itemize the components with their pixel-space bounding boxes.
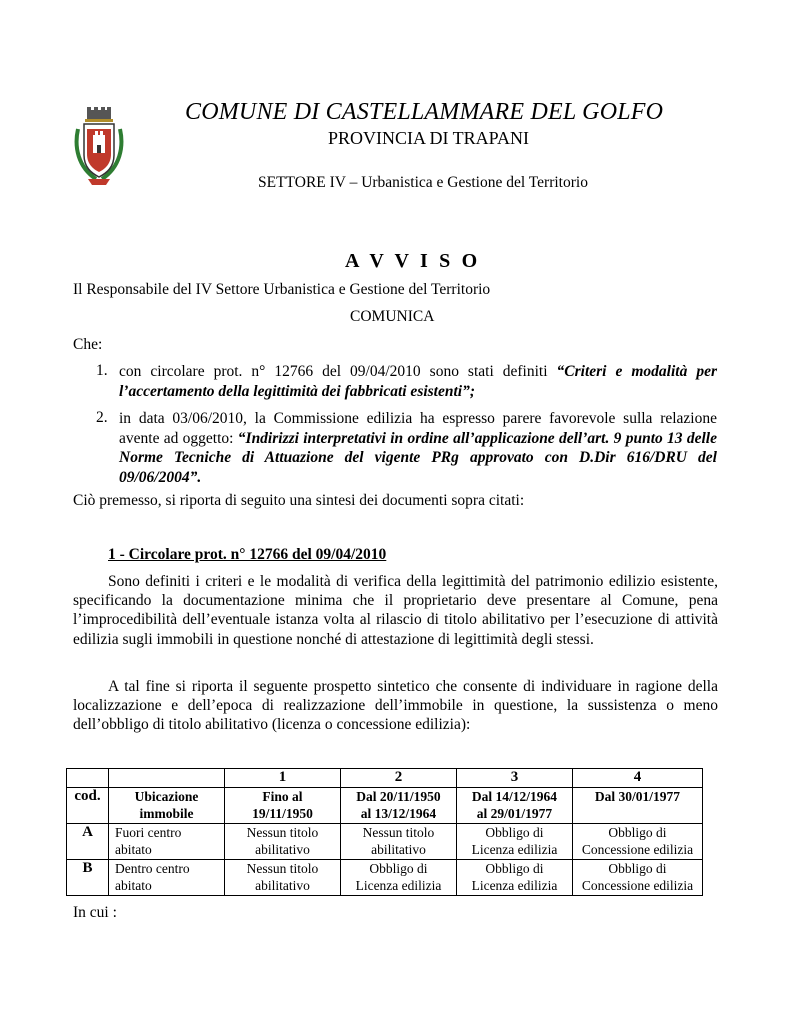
column-header-4 [573,787,703,823]
table-cell [109,859,225,895]
table-cell [225,823,341,859]
header-line: al 13/12/1964 [360,806,437,821]
list-item-text [119,362,717,401]
list-item-text [119,409,717,487]
list-item-text-plain: in data 03/06/2010, la Commissione edilizia ha espresso parere favorevole sulla relazione avente ad oggetto: [119,410,717,447]
communica-label: COMUNICA [350,308,435,325]
cell-line: abilitativo [371,842,426,857]
cell-line: abitato [115,842,152,857]
column-header-ubicazione [109,787,225,823]
header-line: Dal 20/11/1950 [356,788,441,804]
table-cell [573,823,703,859]
column-number: 4 [573,769,703,788]
body-paragraph: Sono definiti i criteri e le modalità di verifica della legittimità del patrimonio edilizio esistente, specificando la documentazione minima che il proprietario deve presentare al Comune, pena l’improcedibilità dell’eventuale istanza volta al rilascio di titolo abilitativo per l’esecuzione di attività edilizia sugli immobili in questione nonché di attestazione di legittimità degli stessi. [73,573,718,648]
cell-line: Obbligo di [485,860,544,876]
cell-line: Licenza edilizia [355,878,442,893]
summary-table [66,768,703,896]
header-line: 19/11/1950 [252,806,313,821]
cell-line: Dentro centro [115,860,190,876]
cell-line: Licenza edilizia [471,878,558,893]
body-paragraph: A tal fine si riporta il seguente prospetto sintetico che consente di individuare in ragione della localizzazione e dell’epoca di realizzazione dell’immobile in questione, la sussistenza o meno dell’obbligo di titolo abilitativo (licenza o concessione edilizia): [73,678,718,734]
row-code: B [67,859,109,895]
header-line: al 29/01/1977 [476,806,553,821]
cell-line: abilitativo [255,878,310,893]
list-item-number: 1. [96,362,108,379]
list-item-text-plain: con circolare prot. n° 12766 del 09/04/2010 sono stati definiti [119,363,557,380]
list-item-text-emphasis: “Criteri e modalità per l’accertamento della legittimità dei fabbricati esistenti”; [119,363,717,400]
table-row [67,823,703,859]
column-number: 2 [341,769,457,788]
header-line: Dal 30/01/1977 [594,788,681,804]
header-line: Dal 14/12/1964 [471,788,558,804]
list-item-number: 2. [96,409,108,426]
column-number: 1 [225,769,341,788]
table-cell [109,769,225,788]
notice-title: A V V I S O [345,250,481,272]
cell-line: abitato [115,878,152,893]
cell-line: Obbligo di [608,824,667,840]
province-name: PROVINCIA DI TRAPANI [328,128,530,148]
header-line: Fino al [262,788,303,804]
column-header-2 [341,787,457,823]
premise-line: Ciò premesso, si riporta di seguito una sintesi dei documenti sopra citati: [73,492,525,509]
che-label: Che: [73,336,103,353]
cell-line: Concessione edilizia [581,842,694,857]
cell-line: Nessun titolo [362,824,435,840]
cell-line: Licenza edilizia [471,842,558,857]
table-header-row [67,787,703,823]
row-code: A [67,823,109,859]
column-header-1 [225,787,341,823]
column-number: 3 [457,769,573,788]
header-line: immobile [139,806,194,821]
cell-line: abilitativo [255,842,310,857]
table-row [67,859,703,895]
header-line: Ubicazione [134,788,199,804]
in-cui-label: In cui : [73,904,117,921]
town-title: COMUNE DI CASTELLAMMARE DEL GOLFO [185,99,664,125]
table-cell [225,859,341,895]
table-cell [457,823,573,859]
table-cell [341,823,457,859]
cell-line: Fuori centro [115,824,182,840]
cell-line: Nessun titolo [246,824,319,840]
cell-line: Nessun titolo [246,860,319,876]
table-number-row [67,769,703,788]
cell-line: Obbligo di [485,824,544,840]
table-cell [457,859,573,895]
issuer-line: Il Responsabile del IV Settore Urbanistica e Gestione del Territorio [73,281,491,298]
cell-line: Obbligo di [608,860,667,876]
table-cell [341,859,457,895]
cell-line: Concessione edilizia [581,878,694,893]
column-header-cod: cod. [67,787,109,823]
table-cell [67,769,109,788]
table-cell [573,859,703,895]
coat-of-arms-icon [74,107,124,191]
cell-line: Obbligo di [369,860,428,876]
list-item-text-emphasis: “Indirizzi interpretativi in ordine all’applicazione dell’art. 9 punto 13 delle Norme Tecniche di Attuazione del vigente PRg approvato con D.Dir 616/DRU del 09/06/2004”. [119,429,717,486]
column-header-3 [457,787,573,823]
section-heading: 1 - Circolare prot. n° 12766 del 09/04/2010 [108,546,387,563]
table-cell [109,823,225,859]
department-name: SETTORE IV – Urbanistica e Gestione del Territorio [258,174,588,191]
